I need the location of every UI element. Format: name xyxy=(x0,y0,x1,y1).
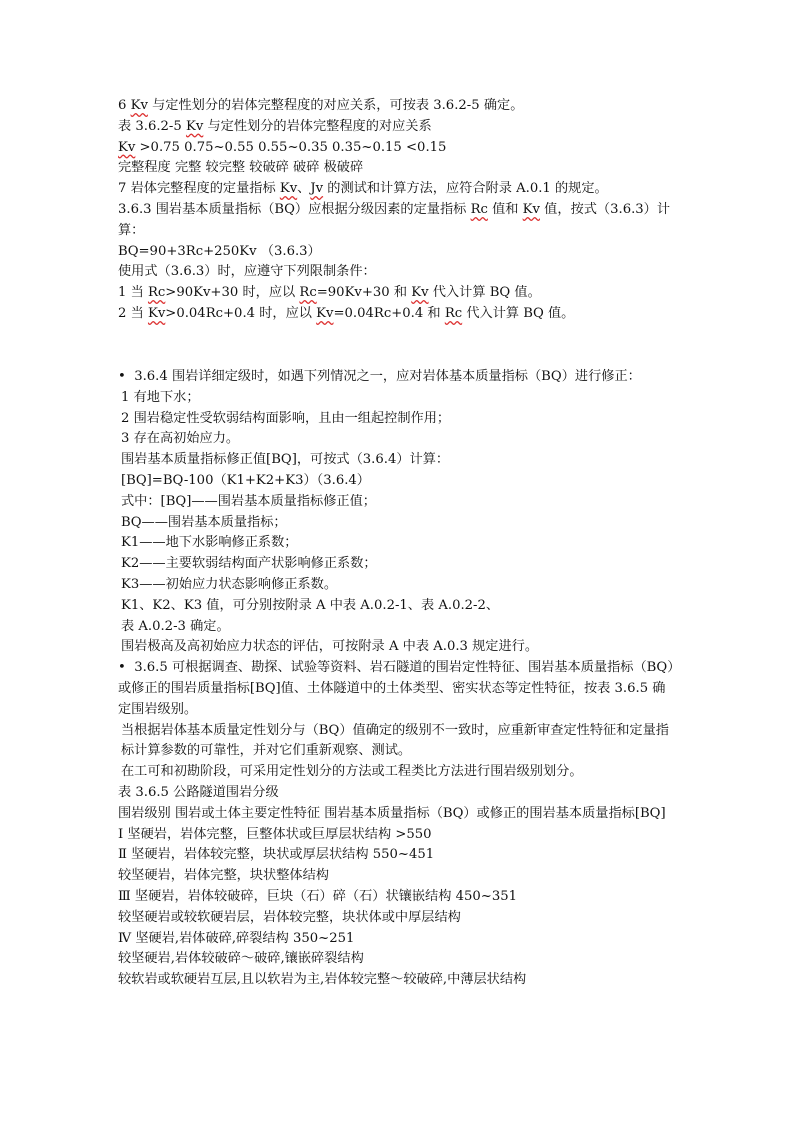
text: 表 3.6.2-5 xyxy=(118,118,186,134)
text: 代入计算 BQ 值。 xyxy=(462,305,575,321)
paragraph: 当根据岩体基本质量定性划分与（BQ）值确定的级别不一致时，应重新审查定性特征和定量指标计算参数的可靠性，并对它们重新观察、测试。 xyxy=(121,722,669,759)
list-item: 3 存在高初始应力。 xyxy=(121,431,240,447)
table-caption: 表 3.6.5 公路隧道围岩分级 xyxy=(118,784,279,800)
text: 6 xyxy=(118,98,131,113)
bullet-item-3-6-4 xyxy=(118,367,678,388)
text: 3.6.4 围岩详细定级时，如遇下列情况之一，应对岩体基本质量指标（BQ）进行修正： xyxy=(130,369,641,384)
text-line xyxy=(118,179,678,200)
definition-line: BQ——围岩基本质量指标； xyxy=(121,514,287,530)
table-row: 较软岩或软硬岩互层,且以软岩为主,岩体较完整～较破碎,中薄层状结构 xyxy=(118,972,527,988)
text: >90Kv+30 时，应以 xyxy=(165,285,300,301)
text-line: 表 A.0.2-3 确定。 xyxy=(121,618,230,634)
paragraph: 在工可和初勘阶段，可采用定性划分的方法或工程类比方法进行围岩级别划分。 xyxy=(121,764,583,780)
definition-line: K2——主要软弱结构面产状影响修正系数； xyxy=(121,556,377,572)
spellcheck-word: Kv xyxy=(522,201,540,217)
text: 与定性划分的岩体完整程度的对应关系 xyxy=(203,118,432,134)
spellcheck-word: Kv xyxy=(130,98,148,113)
spellcheck-word: Kv xyxy=(411,285,429,301)
table-caption xyxy=(118,117,678,138)
text: =90Kv+30 和 xyxy=(316,285,412,301)
spellcheck-word: Jv xyxy=(310,181,324,197)
spellcheck-word: Rc xyxy=(470,201,488,217)
text-line xyxy=(118,96,678,117)
text: 7 岩体完整程度的定量指标 xyxy=(118,181,280,197)
definition-line: K1——地下水影响修正系数； xyxy=(121,535,298,551)
spellcheck-word: Kv xyxy=(316,305,334,321)
text: 值和 xyxy=(487,201,523,217)
text-line: K1、K2、K3 值，可分别按附录 A 中表 A.0.2-1、表 A.0.2-2、 xyxy=(121,597,500,613)
condition-2 xyxy=(118,304,678,325)
spellcheck-word: Rc xyxy=(444,305,463,321)
table-row: 较坚硬岩,岩体较破碎～破碎,镶嵌碎裂结构 xyxy=(118,951,364,967)
text: 代入计算 BQ 值。 xyxy=(428,285,541,301)
spellcheck-word: Rc xyxy=(299,285,317,301)
list-item: 1 有地下水； xyxy=(121,389,200,405)
paragraph-3-6-3 xyxy=(118,200,678,242)
table-row: Ⅱ 坚硬岩，岩体较完整，块状或厚层状结构 550~451 xyxy=(118,847,435,863)
text: 的测试和计算方法，应符合附录 A.0.1 的规定。 xyxy=(323,181,608,197)
list-item: 2 围岩稳定性受软弱结构面影响，且由一组起控制作用； xyxy=(121,410,451,426)
definition-line: 式中：[BQ]——围岩基本质量指标修正值； xyxy=(121,493,376,509)
spellcheck-word: Kv xyxy=(279,181,298,197)
spellcheck-word: Rc xyxy=(147,285,166,301)
text: 3.6.5 可根据调查、勘探、试验等资料、岩石隧道的围岩定性特征、围岩基本质量指标（BQ）或修正的围岩质量指标[BQ]值、土体隧道中的土体类型、密实状态等定性特征，按表 3.6.5 确定围岩级别。 xyxy=(118,660,674,717)
text: 、 xyxy=(297,181,311,197)
text-line: 围岩基本质量指标修正值[BQ]，可按式（3.6.4）计算： xyxy=(121,452,450,468)
table-row: 较坚硬岩或较软硬岩层，岩体较完整，块状体或中厚层结构 xyxy=(118,909,461,925)
text-line: 围岩极高及高初始应力状态的评估，可按附录 A 中表 A.0.3 规定进行。 xyxy=(121,639,539,655)
spellcheck-word: Kv xyxy=(185,118,204,134)
spellcheck-word: Kv xyxy=(118,139,136,155)
table-row: 较坚硬岩，岩体完整，块状整体结构 xyxy=(118,868,329,884)
section-3-6-2-3-6-3 xyxy=(118,96,678,325)
text: 与定性划分的岩体完整程度的对应关系，可按表 3.6.2-5 确定。 xyxy=(147,98,524,113)
text: >0.75 0.75~0.55 0.55~0.35 0.35~0.15 <0.15 xyxy=(135,139,447,155)
bullet-icon: • xyxy=(118,369,126,384)
text-line: 使用式（3.6.3）时，应遵守下列限制条件： xyxy=(118,264,376,280)
condition-1 xyxy=(118,283,678,304)
text: 1 当 xyxy=(118,285,148,301)
formula-3-6-3: BQ=90+3Rc+250Kv （3.6.3） xyxy=(118,243,321,259)
section-3-6-4-3-6-5 xyxy=(118,367,678,991)
text: >0.04Rc+0.4 时，应以 xyxy=(165,305,317,321)
table-row: 完整程度 完整 较完整 较破碎 破碎 极破碎 xyxy=(118,160,364,176)
spellcheck-word: Kv xyxy=(147,305,166,321)
formula-3-6-4: [BQ]=BQ-100（K1+K2+K3）（3.6.4） xyxy=(121,472,370,488)
definition-line: K3——初始应力状态影响修正系数。 xyxy=(121,576,338,592)
table-row: Ⅰ 坚硬岩，岩体完整，巨整体状或巨厚层状结构 >550 xyxy=(118,826,432,842)
table-row xyxy=(118,138,678,159)
table-row: Ⅲ 坚硬岩，岩体较破碎，巨块（石）碎（石）状镶嵌结构 450~351 xyxy=(118,888,517,904)
table-row: Ⅳ 坚硬岩,岩体破碎,碎裂结构 350~251 xyxy=(118,930,355,946)
bullet-item-3-6-5 xyxy=(118,658,678,720)
table-header: 围岩级别 围岩或土体主要定性特征 围岩基本质量指标（BQ）或修正的围岩基本质量指标[BQ] xyxy=(118,805,666,821)
text: =0.04Rc+0.4 和 xyxy=(333,305,445,321)
text: 值，按式（3.6.3）计算： xyxy=(118,201,671,238)
text: 2 当 xyxy=(118,305,148,321)
text: 3.6.3 围岩基本质量指标（BQ）应根据分级因素的定量指标 xyxy=(118,201,471,217)
bullet-icon: • xyxy=(118,660,126,676)
